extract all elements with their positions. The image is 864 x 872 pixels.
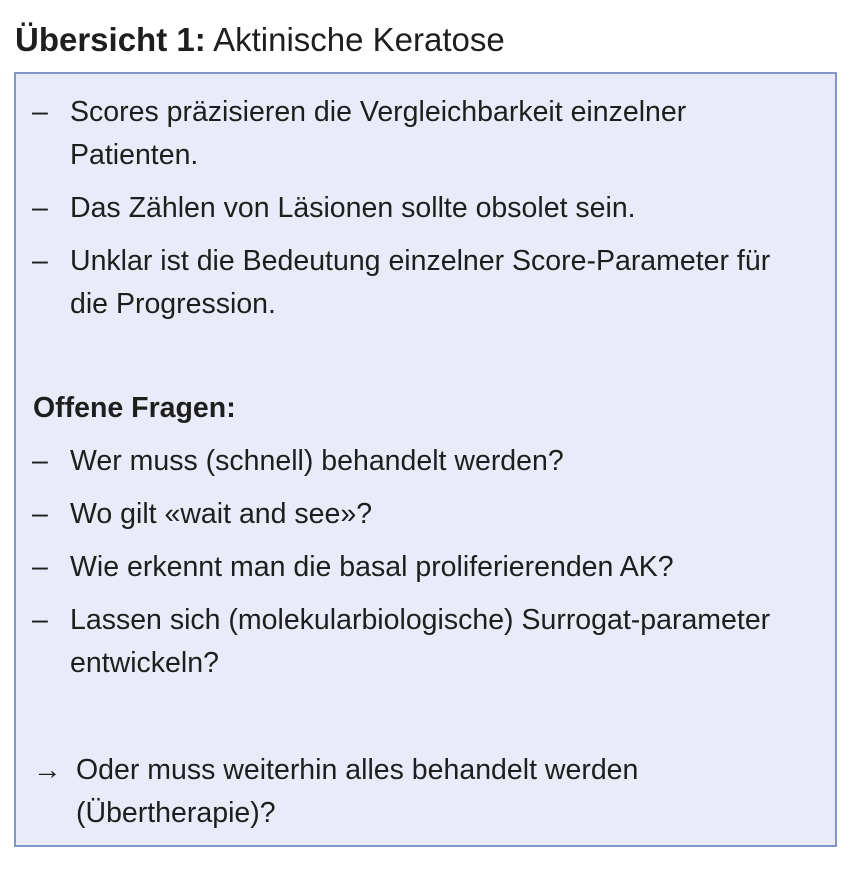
list-item [16, 240, 816, 326]
dash-bullet: – [32, 551, 48, 583]
list-item-text: Das Zählen von Läsionen sollte obsolet sein. [70, 192, 636, 224]
list-item-text: Scores präzisieren die Vergleichbarkeit einzelner Patienten. [70, 96, 687, 171]
list-item [16, 599, 816, 685]
list-item [16, 187, 816, 230]
conclusion-text: Oder muss weiterhin alles behandelt werden (Übertherapie)? [76, 754, 639, 829]
dash-bullet: – [32, 498, 48, 530]
dash-bullet: – [32, 245, 48, 277]
list-item [16, 493, 816, 536]
dash-bullet: – [32, 604, 48, 636]
conclusion [16, 749, 816, 835]
list-item [16, 546, 816, 589]
overview-box [14, 72, 837, 847]
dash-bullet: – [32, 192, 48, 224]
list-item [16, 440, 816, 483]
overview-title-prefix: Übersicht 1: [15, 21, 206, 58]
statement-list [16, 91, 816, 336]
list-item-text: Wie erkennt man die basal proliferierenden AK? [70, 551, 674, 583]
open-questions-heading: Offene Fragen: [33, 392, 236, 424]
arrow-right-icon: → [33, 754, 62, 786]
list-item-text: Lassen sich (molekularbiologische) Surrogat-parameter entwickeln? [70, 604, 771, 679]
open-questions-list [16, 440, 816, 695]
list-item-text: Unklar ist die Bedeutung einzelner Score-Parameter für die Progression. [70, 245, 771, 320]
list-item-text: Wo gilt «wait and see»? [70, 498, 373, 530]
dash-bullet: – [32, 96, 48, 128]
list-item [16, 91, 816, 177]
dash-bullet: – [32, 445, 48, 477]
list-item-text: Wer muss (schnell) behandelt werden? [70, 445, 564, 477]
overview-title [15, 18, 505, 62]
overview-title-text: Aktinische Keratose [213, 21, 505, 58]
